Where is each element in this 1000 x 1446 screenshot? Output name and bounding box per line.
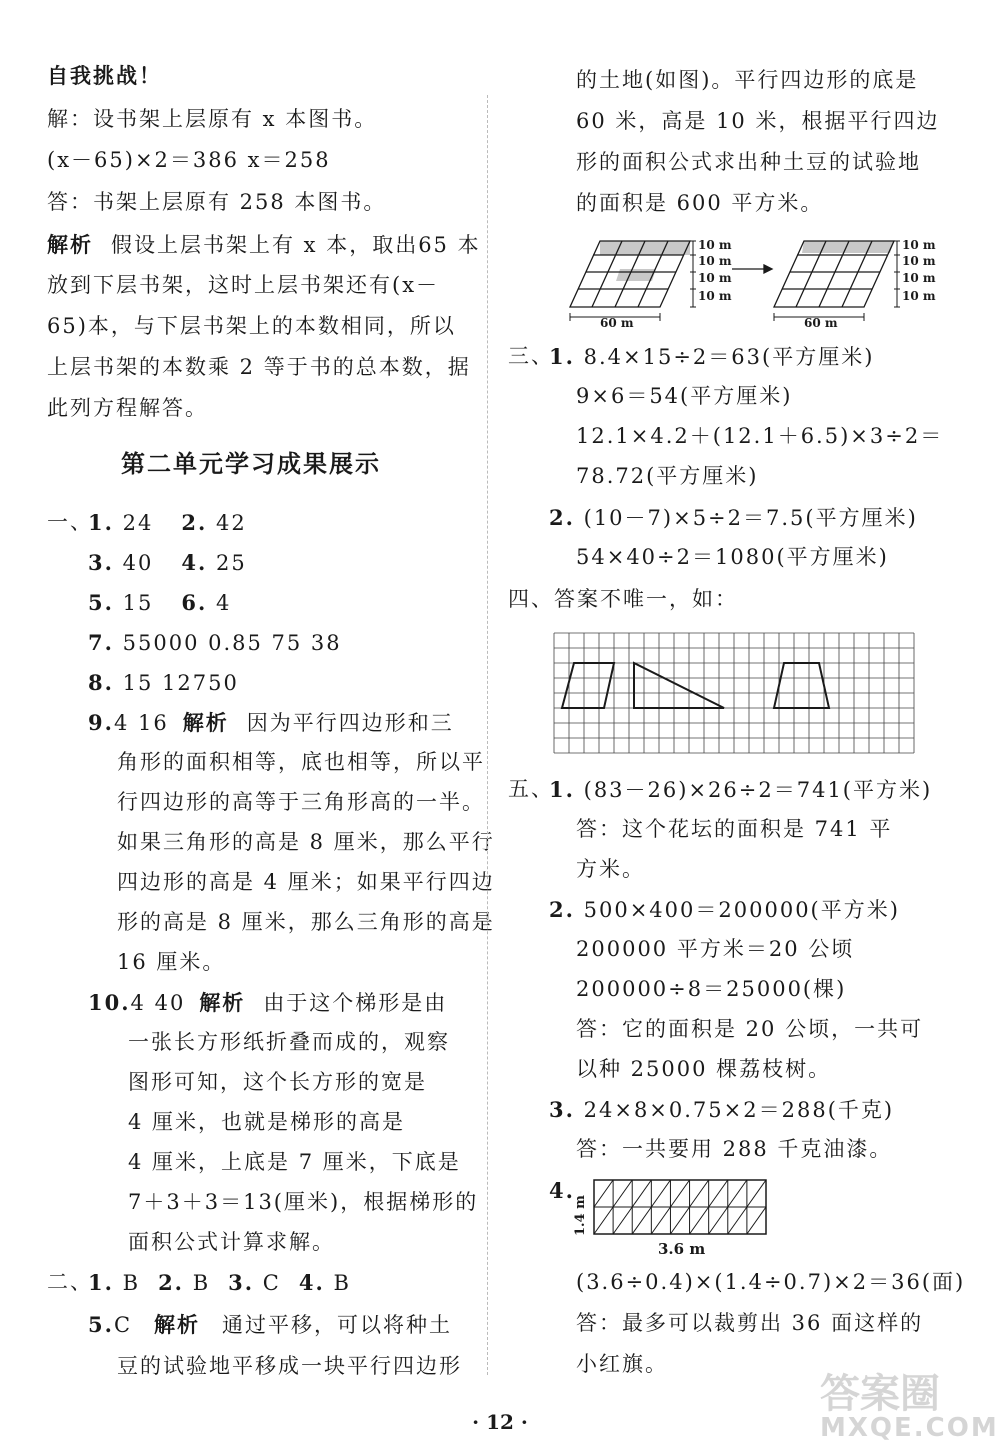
five-q1-line: 答：这个花坛的面积是 741 平 — [576, 817, 893, 841]
right-text-line: 形的面积公式求出种土豆的试验地 — [576, 150, 921, 174]
flag-diagonal — [632, 1207, 651, 1234]
q9-line: 行四边形的高等于三角形高的一半。 — [117, 790, 485, 814]
trapezoid-shape — [774, 663, 829, 708]
answer-row: 5. 15 6. 4 — [88, 590, 232, 615]
answer-row-9: 9.4 16 解析 因为平行四边形和三 — [88, 710, 454, 735]
answer-row: 1. 24 2. 42 — [88, 510, 247, 535]
flag-diagonal — [690, 1180, 709, 1207]
answer-row: 3. 40 4. 25 — [88, 550, 247, 575]
flag-diagonal — [747, 1180, 766, 1207]
q25-line: 豆的试验地平移成一块平行四边形 — [117, 1354, 462, 1378]
q10-line: 面积公式计算求解。 — [128, 1230, 335, 1254]
answer-row-two-5: 5.C 解析 通过平移，可以将种土 — [88, 1312, 453, 1337]
answer-row-two: 1. B 2. B 3. C 4. B — [88, 1270, 351, 1295]
height-label: 10 m — [902, 289, 936, 303]
flag-grid-figure — [570, 1178, 780, 1258]
q10-line: 4 厘米，也就是梯形的高是 — [128, 1110, 406, 1134]
height-label: 10 m — [902, 254, 936, 268]
parallelogram-shape — [562, 663, 614, 708]
q9-line: 四边形的高是 4 厘米；如果平行四边 — [117, 870, 495, 894]
flag-diagonal — [594, 1180, 613, 1207]
q10-line: 一张长方形纸折叠而成的，观察 — [128, 1030, 450, 1054]
flag-diagonal — [594, 1207, 613, 1234]
analysis-line: 此列方程解答。 — [47, 396, 208, 420]
challenge-title: 自我挑战！ — [47, 64, 162, 88]
five-q2-line: 200000÷8＝25000(棵) — [576, 977, 847, 1001]
q9-line: 如果三角形的高是 8 厘米，那么平行 — [117, 830, 495, 854]
five-q2-line: 200000 平方米＝20 公顷 — [576, 937, 855, 961]
five-q4-num: 4. — [549, 1178, 575, 1203]
parallelogram-right — [774, 241, 894, 307]
section-one-label: 一、 — [47, 510, 93, 534]
section-four-line: 四、答案不唯一，如： — [508, 587, 738, 611]
five-q2-line: 答：它的面积是 20 公顷，一共可 — [576, 1017, 924, 1041]
parallelogram-left — [570, 241, 690, 307]
flag-diagonal — [728, 1207, 747, 1234]
flag-diagonal — [728, 1180, 747, 1207]
three-q1: 1. 8.4×15÷2＝63(平方厘米) — [549, 344, 875, 369]
column-divider — [487, 95, 488, 1375]
watermark-logo: 答案圈 MXQE.COM — [820, 1371, 999, 1443]
right-text-line: 的土地(如图)。平行四边形的底是 — [576, 68, 919, 92]
q9-line: 16 厘米。 — [117, 950, 226, 974]
height-label: 10 m — [902, 271, 936, 285]
five-q1: 1. (83－26)×26÷2＝741(平方米) — [549, 777, 933, 802]
solution-line: 解：设书架上层原有 x 本图书。 — [47, 107, 378, 131]
flag-diagonal — [670, 1207, 689, 1234]
q10-line: 4 厘米，上底是 7 厘米，下底是 — [128, 1150, 461, 1174]
flag-diagonal — [709, 1180, 728, 1207]
flag-diagonal — [651, 1180, 670, 1207]
q10-line: 图形可知，这个长方形的宽是 — [128, 1070, 427, 1094]
page-number: · 12 · — [472, 1410, 528, 1434]
section-two-label: 二、 — [47, 1270, 93, 1294]
height-label: 10 m — [698, 238, 732, 252]
flag-diagonal — [670, 1180, 689, 1207]
section-three-label: 三、 — [508, 344, 554, 368]
height-label: 10 m — [698, 254, 732, 268]
q9-line: 形的高是 8 厘米，那么三角形的高是 — [117, 910, 495, 934]
flag-diagonal — [709, 1207, 728, 1234]
shapes-grid-figure — [554, 633, 914, 753]
three-q1-line: 78.72(平方厘米) — [576, 464, 759, 488]
height-label: 10 m — [902, 238, 936, 252]
height-label: 10 m — [698, 271, 732, 285]
height-label: 10 m — [698, 289, 732, 303]
triangle-shape — [634, 663, 724, 708]
answer-row-8: 8. 15 12750 — [88, 670, 239, 695]
five-q4-line: (3.6÷0.4)×(1.4÷0.7)×2＝36(面) — [576, 1270, 966, 1294]
answer-line: 答：书架上层原有 258 本图书。 — [47, 190, 387, 214]
analysis-line: 65)本，与下层书架上的本数相同，所以 — [47, 314, 456, 338]
answer-row-10: 10.4 40 解析 由于这个梯形是由 — [88, 990, 448, 1015]
right-text-line: 60 米，高是 10 米，根据平行四边 — [576, 109, 940, 133]
translation-figure — [560, 235, 960, 330]
base-label: 60 m — [600, 316, 634, 330]
five-q1-line: 方米。 — [576, 857, 645, 881]
analysis-line: 上层书架的本数乘 2 等于书的总本数，据 — [47, 355, 471, 379]
q10-line: 7＋3＋3＝13(厘米)，根据梯形的 — [128, 1190, 479, 1214]
section-title: 第二单元学习成果展示 — [121, 450, 381, 478]
analysis-first-line: 解析 假设上层书架上有 x 本，取出65 本 — [47, 232, 481, 257]
three-q1-line: 12.1×4.2＋(12.1＋6.5)×3÷2＝ — [576, 424, 944, 448]
flag-diagonal — [651, 1207, 670, 1234]
flag-diagonal — [632, 1180, 651, 1207]
right-text-line: 的面积是 600 平方米。 — [576, 191, 824, 215]
section-five-label: 五、 — [508, 777, 554, 801]
flag-width-label: 3.6 m — [658, 1240, 706, 1258]
base-label: 60 m — [804, 316, 838, 330]
five-q2: 2. 500×400＝200000(平方米) — [549, 897, 900, 922]
five-q4-line: 小红旗。 — [576, 1352, 668, 1376]
five-q4-line: 答：最多可以裁剪出 36 面这样的 — [576, 1311, 924, 1335]
flag-height-label: 1.4 m — [573, 1195, 588, 1236]
flag-diagonal — [613, 1207, 632, 1234]
answer-row-7: 7. 55000 0.85 75 38 — [88, 630, 342, 655]
flag-diagonal — [613, 1180, 632, 1207]
five-q3: 3. 24×8×0.75×2＝288(千克) — [549, 1097, 895, 1122]
three-q1-line: 9×6＝54(平方厘米) — [576, 384, 793, 408]
five-q2-line: 以种 25000 棵荔枝树。 — [576, 1057, 832, 1081]
arrow-icon — [732, 265, 772, 273]
equation-line: (x－65)×2＝386 x＝258 — [47, 148, 331, 172]
three-q2-line: 54×40÷2＝1080(平方厘米) — [576, 545, 889, 569]
three-q2: 2. (10－7)×5÷2＝7.5(平方厘米) — [549, 505, 918, 530]
five-q3-line: 答：一共要用 288 千克油漆。 — [576, 1137, 893, 1161]
q9-line: 角形的面积相等，底也相等，所以平 — [117, 750, 485, 774]
analysis-line: 放到下层书架，这时上层书架还有(x－ — [47, 273, 440, 297]
flag-diagonal — [690, 1207, 709, 1234]
flag-diagonal — [747, 1207, 766, 1234]
